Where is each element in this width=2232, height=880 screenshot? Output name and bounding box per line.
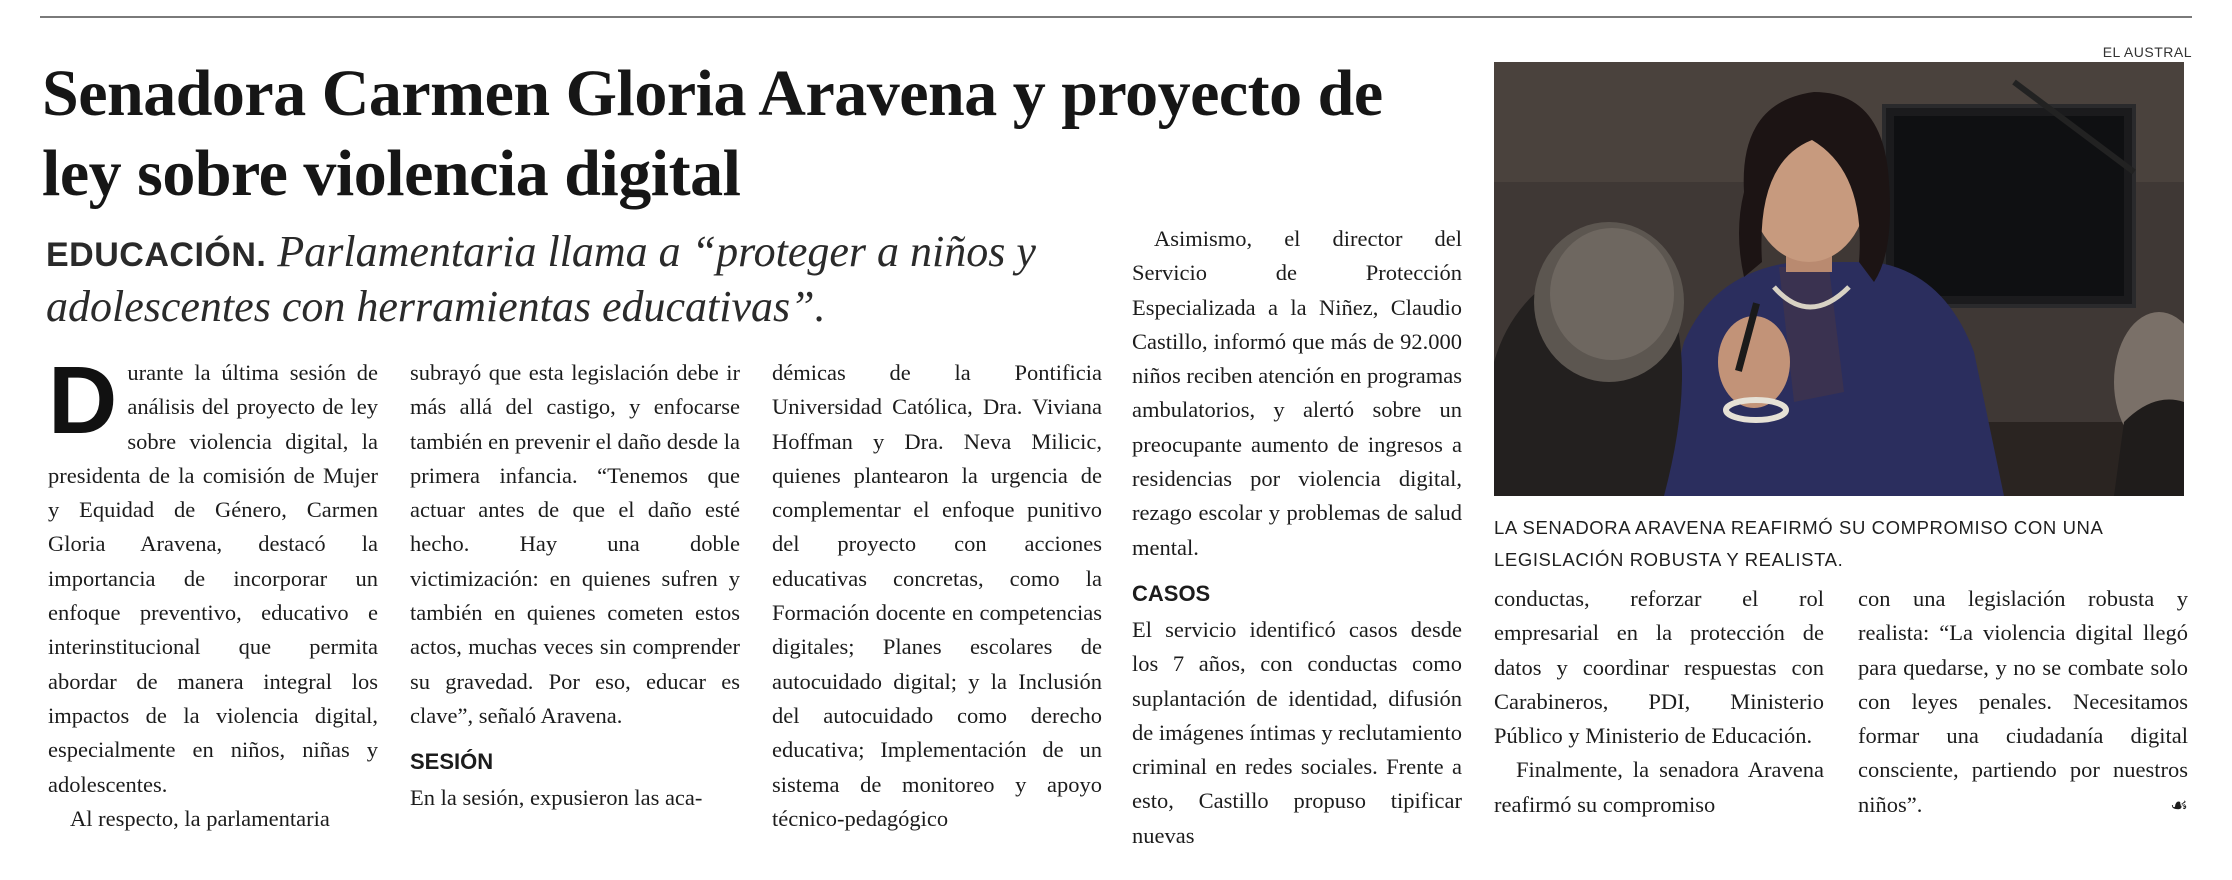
paragraph-text: con una legislación robusta y realista: “La violencia digital llegó para quedarse, y no se combate solo con leyes penales. Necesitamos formar una ciudadanía digital consciente, partiendo por nuestros niños”. xyxy=(1858,586,2188,817)
photo-credit: EL AUSTRAL xyxy=(2102,44,2192,60)
paragraph: Finalmente, la senadora Aravena reafirmó su compromiso xyxy=(1494,757,1824,817)
article-column-2 xyxy=(410,356,740,816)
top-rule xyxy=(40,16,2192,18)
end-mark-icon: ☙ xyxy=(2170,792,2188,817)
paragraph xyxy=(48,347,378,802)
article-column-4 xyxy=(1132,222,1462,853)
paragraph: démicas de la Pontificia Universidad Católica, Dra. Viviana Hoffman y Dra. Neva Milicic, quienes plantearon la urgencia de complementar el enfoque punitivo del proyecto con acciones educativas concretas, como la Formación docente en competencias digitales; Planes escolares de autocuidado digital; y la Inclusión del autocuidado como derecho educativa; Implementación de un sistema de monitoreo y apoyo técnico-pedagógico xyxy=(772,360,1102,831)
article-column-6 xyxy=(1858,582,2188,822)
drop-cap: D xyxy=(48,347,118,454)
paragraph xyxy=(1858,582,2188,822)
senator-photo-illustration xyxy=(1494,62,2184,496)
kicker: EDUCACIÓN. xyxy=(46,236,267,274)
section-heading-casos: CASOS xyxy=(1132,580,1211,606)
section-heading-sesion: SESIÓN xyxy=(410,749,494,775)
paragraph: Asimismo, el director del Servicio de Protección Especializada a la Niñez, Claudio Castillo, informó que más de 92.000 niños reciben atención en programas ambulatorios, y alertó sobre un preocupante aumento de ingresos a residencias por violencia digital, rezago escolar y problemas de salud mental. xyxy=(1132,226,1462,560)
paragraph-text: urante la última sesión de análisis del proyecto de ley sobre violencia digital, la presidenta de la comisión de Mujer y Equidad de Género, Carmen Gloria Aravena, destacó la importancia de incorporar un enfoque preventivo, educativo e interinstitucional que permita abordar de manera integral los impactos de la violencia digital, especialmente en niños, niñas y adolescentes. xyxy=(48,360,378,797)
paragraph: Al respecto, la parlamentaria xyxy=(70,805,330,831)
paragraph: subrayó que esta legislación debe ir más allá del castigo, y enfocarse también en prevenir el daño desde la primera infancia. “Tenemos que actuar antes de que el daño esté hecho. Hay una doble victimización: en quienes sufren y también en quienes cometen estos actos, muchas veces sin comprender su gravedad. Por eso, educar es clave”, señaló Aravena. xyxy=(410,360,740,728)
paragraph: El servicio identificó casos desde los 7 años, con conductas como suplantación de identidad, difusión de imágenes íntimas y reclutamiento criminal en redes sociales. Frente a esto, Castillo propuso tipificar nuevas xyxy=(1132,616,1462,848)
dek xyxy=(46,226,1086,333)
dek-text: Parlamentaria llama a “proteger a niños y adolescentes con herramientas educativas”. xyxy=(46,227,1036,331)
photo-caption: LA SENADORA ARAVENA REAFIRMÓ SU COMPROMISO CON UNA LEGISLACIÓN ROBUSTA Y REALISTA. xyxy=(1494,517,2103,570)
paragraph: conductas, reforzar el rol empresarial en la protección de datos y coordinar respuestas con Carabineros, PDI, Ministerio Público y Ministerio de Educación. xyxy=(1494,586,1824,749)
article-column-3 xyxy=(772,356,1102,836)
article-photo xyxy=(1494,62,2184,496)
article-column-1 xyxy=(48,347,378,836)
article-column-5 xyxy=(1494,582,1824,822)
headline: Senadora Carmen Gloria Aravena y proyecto de ley sobre violencia digital xyxy=(42,57,1383,210)
paragraph: En la sesión, expusieron las aca- xyxy=(410,785,703,811)
